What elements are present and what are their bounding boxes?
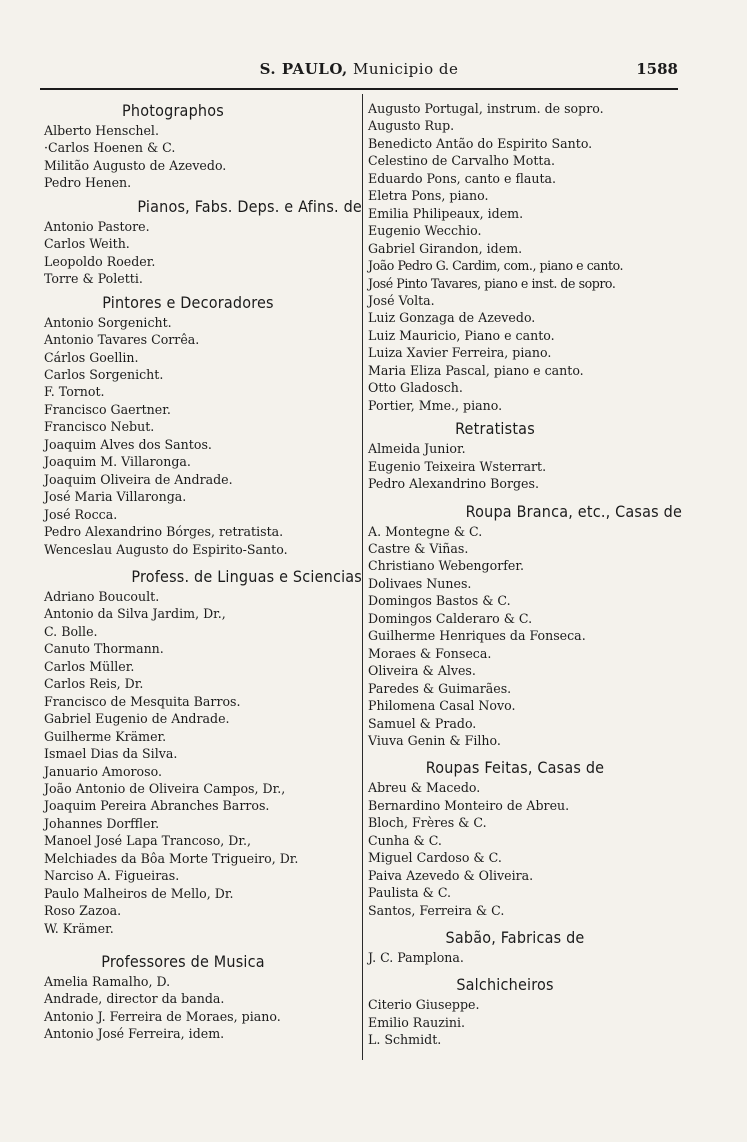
section-pianos (44, 196, 362, 288)
section-salchicheiros (368, 974, 682, 1048)
list-item: Pedro Henen. (44, 175, 132, 191)
list-item: Roso Zazoa. (44, 903, 122, 919)
list-item: Citerio Giuseppe. (368, 997, 480, 1013)
list-item: Otto Gladosch. (368, 380, 463, 396)
list-item: Domingos Bastos & C. (368, 593, 511, 609)
list-item: Adriano Boucoult. (44, 588, 160, 604)
list-item: Moraes & Fonseca. (368, 645, 492, 661)
list-item: Gabriel Eugenio de Andrade. (44, 711, 230, 727)
section-professores-linguas (44, 566, 362, 937)
list-item: Francisco de Mesquita Barros. (44, 693, 241, 709)
list-item: Castre & Viñas. (368, 540, 469, 556)
list-item: Eugenio Wecchio. (368, 223, 482, 239)
list-item: Carlos Müller. (44, 658, 135, 674)
list-item: Francisco Nebut. (44, 419, 155, 435)
list-item: Paiva Azevedo & Oliveira. (368, 867, 534, 883)
list-item: Gabriel Girandon, idem. (368, 240, 523, 256)
list-item: Paulo Malheiros de Mello, Dr. (44, 885, 234, 901)
list-item: Cárlos Goellin. (44, 349, 139, 365)
list-item: Emilia Philipeaux, idem. (368, 205, 524, 221)
section-heading: Photographos (122, 101, 224, 120)
list-item: Amelia Ramalho, D. (44, 974, 171, 990)
list-item: Benedicto Antão do Espirito Santo. (368, 135, 593, 151)
list-item: J. C. Pamplona. (368, 950, 464, 966)
list-item: Christiano Webengorfer. (368, 558, 524, 574)
list-item: Emilio Rauzini. (368, 1014, 465, 1030)
list-item: Domingos Calderaro & C. (368, 610, 533, 626)
section-heading: Retratistas (455, 419, 535, 439)
list-item: Miguel Cardoso & C. (368, 850, 502, 866)
list-item: Pedro Alexandrino Borges. (368, 476, 539, 492)
section-heading: Roupas Feitas, Casas de (425, 758, 605, 778)
running-title-rest: Municipio de (347, 60, 459, 78)
list-item: Joaquim Oliveira de Andrade. (44, 471, 233, 487)
list-item: Canuto Thormann. (44, 641, 164, 657)
list-item: Samuel & Prado. (368, 715, 477, 731)
section-retratistas (368, 418, 682, 492)
list-item: Cunha & C. (368, 832, 442, 848)
list-item: Santos, Ferreira & C. (368, 902, 505, 918)
list-item: ·Carlos Hoenen & C. (44, 140, 176, 156)
list-item: Januario Amoroso. (44, 763, 162, 779)
list-item: Antonio da Silva Jardim, Dr., (44, 606, 226, 622)
list-item: Antonio Sorgenicht. (44, 314, 172, 330)
running-title-city: S. PAULO, (259, 60, 348, 78)
section-roupas-feitas (368, 757, 682, 919)
list-item: Carlos Weith. (44, 236, 130, 252)
list-item: C. Bolle. (44, 623, 98, 639)
list-item: Bernardino Monteiro de Abreu. (368, 797, 570, 813)
list-item: Torre & Poletti. (44, 271, 143, 287)
list-item: José Volta. (368, 292, 435, 308)
section-heading: Pintores e Decoradores (102, 292, 274, 312)
section-heading: Professores de Musica (101, 952, 265, 972)
list-item: Augusto Rup. (368, 118, 455, 134)
section-professores-musica (44, 951, 362, 1043)
section-heading: Pianos, Fabs. Deps. e Afins. de (137, 196, 362, 216)
list-item: Andrade, director da banda. (44, 991, 225, 1007)
list-item: Eduardo Pons, canto e flauta. (368, 170, 557, 186)
list-item: José Maria Villaronga. (44, 489, 187, 505)
section-sabao (368, 927, 682, 966)
list-item: Bloch, Frères & C. (368, 815, 487, 831)
list-item: Melchiades da Bôa Morte Trigueiro, Dr. (44, 850, 299, 866)
list-item: Augusto Portugal, instrum. de sopro. (368, 101, 604, 116)
list-item: Joaquim Alves dos Santos. (44, 436, 212, 452)
list-item: José Rocca. (44, 506, 118, 522)
section-heading: Roupa Branca, etc., Casas de (465, 501, 682, 521)
list-item: José Pinto Tavares, piano e inst. de sopro. (368, 275, 616, 291)
section-musica-continued (368, 100, 682, 414)
list-item: Almeida Junior. (368, 441, 466, 457)
list-item: A. Montegne & C. (368, 523, 483, 539)
list-item: Abreu & Macedo. (368, 780, 481, 796)
list-item: Eletra Pons, piano. (368, 188, 489, 204)
page-header (40, 60, 678, 82)
header-rule (40, 88, 678, 90)
section-heading: Profess. de Linguas e Sciencias (131, 566, 362, 586)
list-item: Carlos Sorgenicht. (44, 366, 164, 382)
list-item: Paulista & C. (368, 885, 452, 901)
list-item: Narciso A. Figueiras. (44, 868, 180, 884)
list-item: Johannes Dorffler. (44, 815, 160, 831)
list-item: Antonio J. Ferreira de Moraes, piano. (44, 1008, 281, 1024)
list-item: Leopoldo Roeder. (44, 253, 156, 269)
list-item: Carlos Reis, Dr. (44, 676, 144, 692)
list-item: Antonio Pastore. (44, 218, 150, 234)
list-item: W. Krämer. (44, 920, 114, 936)
list-item: Dolivaes Nunes. (368, 575, 472, 591)
list-item: Joaquim Pereira Abranches Barros. (44, 798, 270, 814)
list-item: Portier, Mme., piano. (368, 397, 503, 413)
list-item: Militão Augusto de Azevedo. (44, 157, 227, 173)
list-item: Luiz Mauricio, Piano e canto. (368, 327, 555, 343)
list-item: Joaquim M. Villaronga. (44, 454, 191, 470)
section-roupa-branca (368, 501, 682, 750)
list-item: Francisco Gaertner. (44, 401, 171, 417)
list-item: Antonio Tavares Corrêa. (44, 332, 200, 348)
left-column (44, 100, 362, 1043)
section-heading: Salchicheiros (456, 975, 554, 995)
list-item: Manoel José Lapa Trancoso, Dr., (44, 833, 252, 849)
list-item: Guilherme Krämer. (44, 728, 167, 744)
list-item: Eugenio Teixeira Wsterrart. (368, 458, 547, 474)
section-heading: Sabão, Fabricas de (445, 928, 585, 948)
list-item: Celestino de Carvalho Motta. (368, 153, 555, 169)
list-item: Luiz Gonzaga de Azevedo. (368, 310, 536, 326)
list-item: Alberto Henschel. (44, 123, 159, 138)
section-photographos (44, 100, 362, 192)
list-item: Pedro Alexandrino Bórges, retratista. (44, 524, 284, 540)
list-item: Maria Eliza Pascal, piano e canto. (368, 362, 584, 378)
list-item: Oliveira & Alves. (368, 663, 476, 679)
list-item: Wenceslau Augusto do Espirito-Santo. (44, 541, 288, 557)
list-item: João Antonio de Oliveira Campos, Dr., (44, 780, 286, 796)
list-item: Viuva Genin & Filho. (368, 732, 501, 748)
right-column (368, 100, 682, 1049)
list-item: Paredes & Guimarães. (368, 680, 512, 696)
list-item: João Pedro G. Cardim, com., piano e canto. (368, 258, 624, 274)
list-item: L. Schmidt. (368, 1032, 442, 1048)
section-pintores (44, 292, 362, 558)
page-number: 1588 (636, 60, 678, 78)
list-item: Antonio José Ferreira, idem. (44, 1026, 225, 1042)
list-item: Luiza Xavier Ferreira, piano. (368, 345, 552, 361)
column-divider (362, 94, 363, 1060)
list-item: Guilherme Henriques da Fonseca. (368, 628, 586, 644)
list-item: Philomena Casal Novo. (368, 698, 516, 714)
list-item: F. Tornot. (44, 384, 105, 400)
list-item: Ismael Dias da Silva. (44, 746, 178, 762)
running-title (40, 60, 678, 78)
